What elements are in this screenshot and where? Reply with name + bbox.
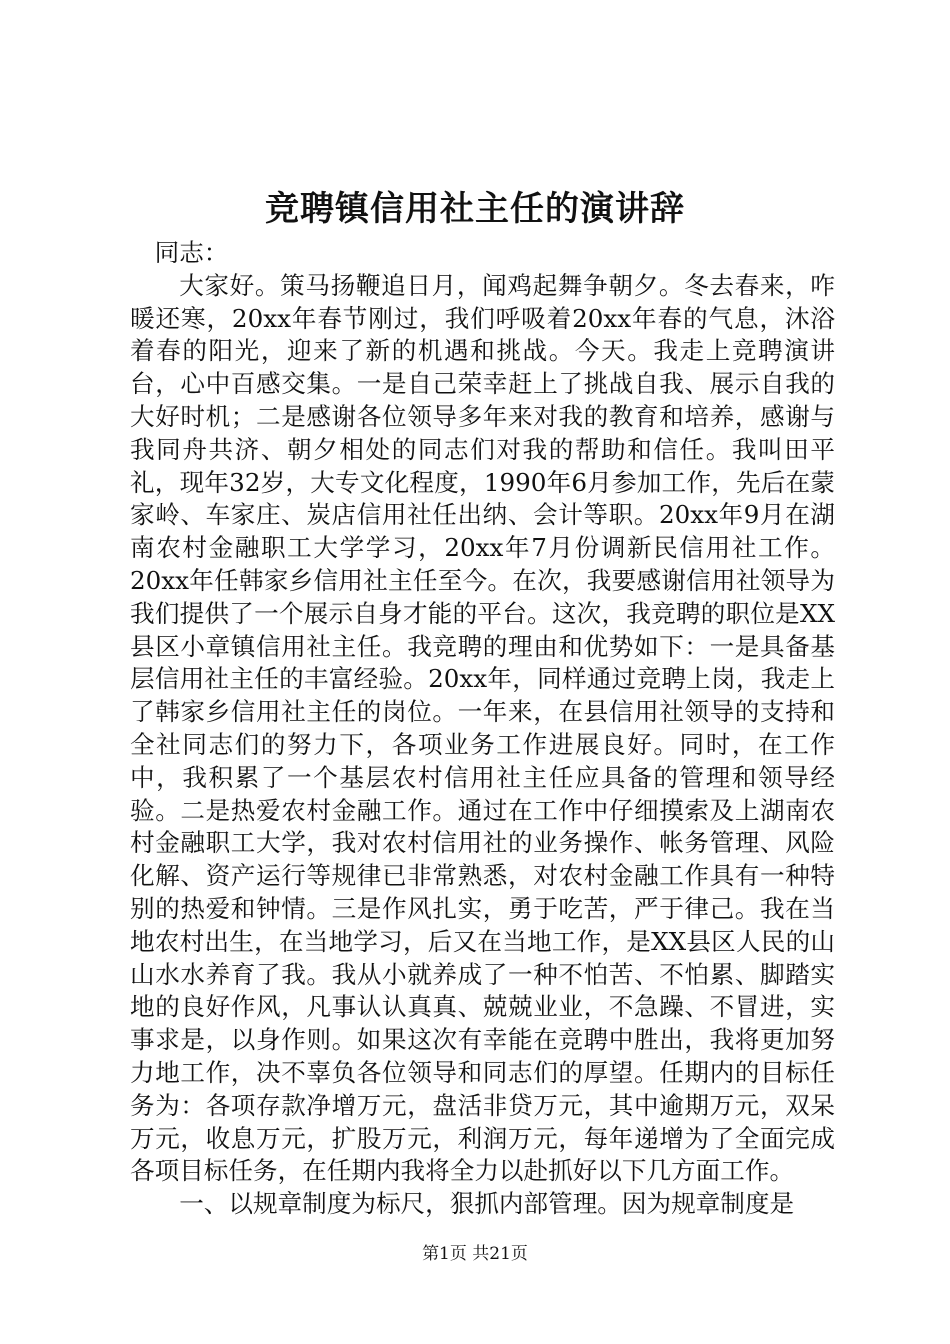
document-body bbox=[130, 237, 835, 1221]
page-number-footer: 第1页 共21页 bbox=[422, 1244, 528, 1264]
paragraph-2: 一、以规章制度为标尺，狠抓内部管理。因为规章制度是 bbox=[179, 1189, 795, 1219]
document-title: 竞聘镇信用社主任的演讲辞 bbox=[265, 189, 685, 229]
salutation: 同志： bbox=[154, 238, 229, 267]
paragraph-1: 大家好。策马扬鞭追日月，闻鸡起舞争朝夕。冬去春来，咋暖还寒，20xx年春节刚过，我们呼吸着20xx年春的气息，沐浴着春的阳光，迎来了新的机遇和挑战。今天。我走上竞聘演讲台，心中百感交集。一是自己荣幸赶上了挑战自我、展示自我的大好时机；二是感谢各位领导多年来对我的教育和培养，感谢与我同舟共济、朝夕相处的同志们对我的帮助和信任。我叫田平礼，现年32岁，大专文化程度，1990年6月参加工作，先后在蒙家岭、车家庄、炭店信用社任出纳、会计等职。20xx年9月在湖南农村金融职工大学学习，20xx年7月份调新民信用社工作。20xx年任韩家乡信用社主任至今。在次，我要感谢信用社领导为我们提供了一个展示自身才能的平台。这次，我竞聘的职位是XX县区小章镇信用社主任。我竞聘的理由和优势如下：一是具备基层信用社主任的丰富经验。20xx年，同样通过竞聘上岗，我走上了韩家乡信用社主任的岗位。一年来，在县信用社领导的支持和全社同志们的努力下，各项业务工作进展良好。同时，在工作中，我积累了一个基层农村信用社主任应具备的管理和领导经验。二是热爱农村金融工作。通过在工作中仔细摸索及上湖南农村金融职工大学，我对农村信用社的业务操作、帐务管理、风险化解、资产运行等规律已非常熟悉，对农村金融工作具有一种特别的热爱和钟情。三是作风扎实，勇于吃苦，严于律己。我在当地农村出生，在当地学习，后又在当地工作，是XX县区人民的山山水水养育了我。我从小就养成了一种不怕苦、不怕累、脚踏实地的良好作风，凡事认认真真、兢兢业业，不急躁、不冒进，实事求是，以身作则。如果这次有幸能在竞聘中胜出，我将更加努力地工作，决不辜负各位领导和同志们的厚望。任期内的目标任务为：各项存款净增万元，盘活非贷万元，其中逾期万元，双呆万元，收息万元，扩股万元，利润万元，每年递增为了全面完成各项目标任务，在任期内我将全力以赴抓好以下几方面工作。 bbox=[130, 270, 835, 1186]
